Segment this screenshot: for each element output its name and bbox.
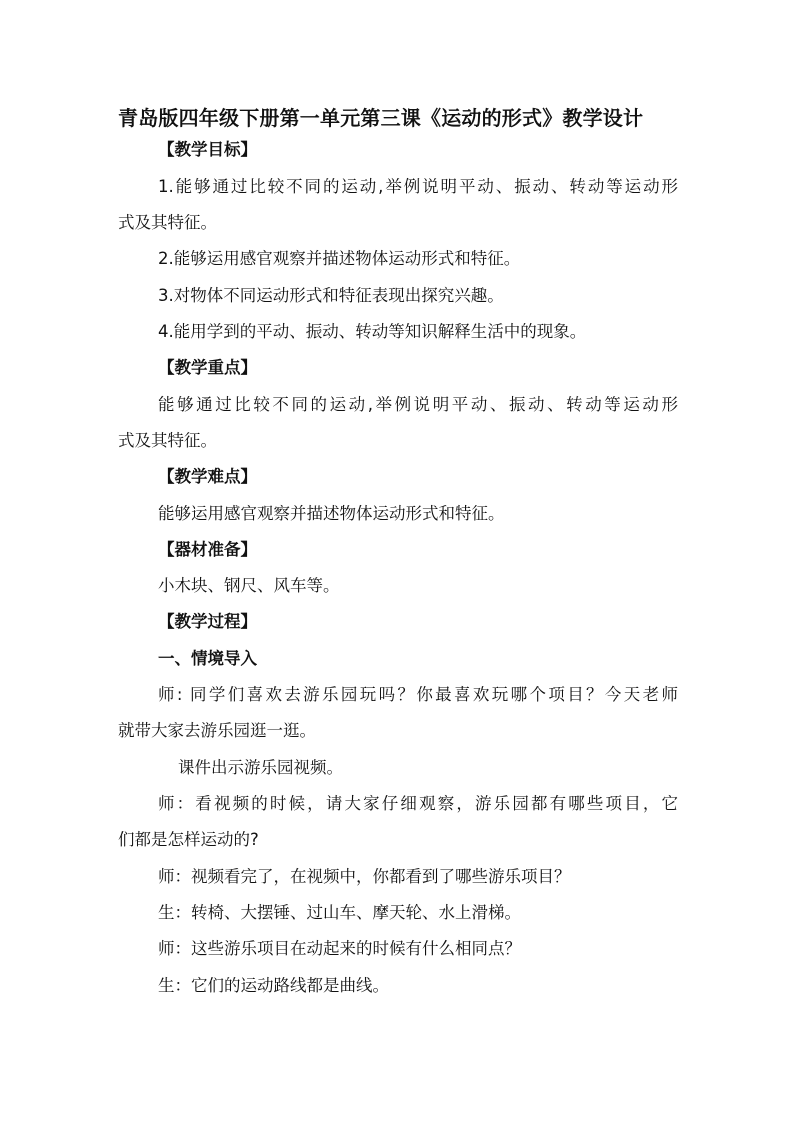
process-paragraph-3-line-1: 师：看视频的时候，请大家仔细观察，游乐园都有哪些项目，它 [158, 794, 678, 813]
materials-text: 小木块、钢尺、风车等。 [158, 576, 340, 595]
document-title: 青岛版四年级下册第一单元第三课《运动的形式》教学设计 [118, 106, 644, 130]
key-points-heading: 【教学重点】 [158, 358, 257, 377]
key-points-line-2: 式及其特征。 [118, 431, 217, 450]
process-subheading: 一、情境导入 [158, 649, 257, 668]
process-paragraph-3-line-2: 们都是怎样运动的? [118, 830, 259, 849]
process-paragraph-5: 生：转椅、大摆锤、过山车、摩天轮、水上滑梯。 [158, 903, 521, 922]
objectives-heading: 【教学目标】 [158, 140, 257, 159]
process-heading: 【教学过程】 [158, 612, 257, 631]
difficulties-text: 能够运用感官观察并描述物体运动形式和特征。 [158, 504, 505, 523]
objective-1-line-2: 式及其特征。 [118, 213, 217, 232]
objective-4: 4.能用学到的平动、振动、转动等知识解释生活中的现象。 [158, 322, 587, 341]
process-paragraph-1-line-1: 师: 同学们喜欢去游乐园玩吗？你最喜欢玩哪个项目？今天老师 [158, 685, 678, 704]
materials-heading: 【器材准备】 [158, 540, 257, 559]
objective-2: 2.能够运用感官观察并描述物体运动形式和特征。 [158, 249, 521, 268]
process-paragraph-6: 师：这些游乐项目在动起来的时候有什么相同点？ [158, 939, 521, 958]
process-paragraph-2: 课件出示游乐园视频。 [178, 758, 343, 777]
process-paragraph-4: 师：视频看完了，在视频中，你都看到了哪些游乐项目？ [158, 867, 571, 886]
objective-3: 3.对物体不同运动形式和特征表现出探究兴趣。 [158, 286, 504, 305]
difficulties-heading: 【教学难点】 [158, 467, 257, 486]
process-paragraph-7: 生：它们的运动路线都是曲线。 [158, 976, 389, 995]
key-points-line-1: 能够通过比较不同的运动,举例说明平动、振动、转动等运动形 [158, 395, 678, 414]
objective-1-line-1: 1.能够通过比较不同的运动,举例说明平动、振动、转动等运动形 [158, 177, 678, 196]
process-paragraph-1-line-2: 就带大家去游乐园逛一逛。 [118, 721, 316, 740]
